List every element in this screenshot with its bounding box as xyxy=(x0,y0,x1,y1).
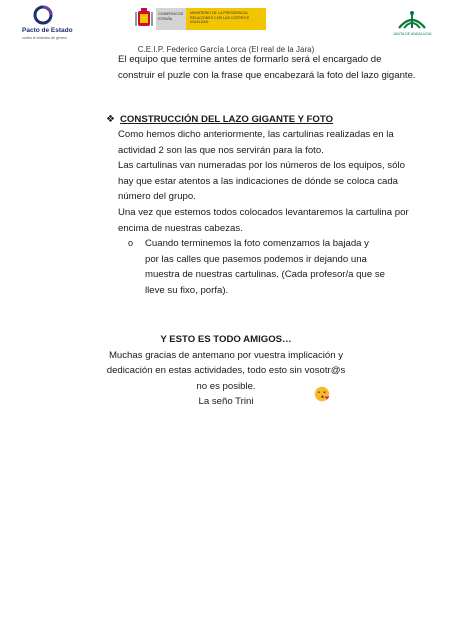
section-body xyxy=(118,127,418,236)
pacto-logo-sub: contra la violencia de género xyxy=(22,36,67,40)
pacto-ring-icon xyxy=(32,4,54,26)
section-title: CONSTRUCCIÓN DEL LAZO GIGANTE Y FOTO xyxy=(120,114,334,125)
signature: La seño Trini xyxy=(198,396,254,408)
closing-text: Muchas gracias de antemano por vuestra implicación y dedicación en estas actividades, todo esto sin vosotr@s no es posible. xyxy=(106,349,346,392)
ministerio-label: MINISTERIO DE LA PRESIDENCIA, RELACIONES CON LAS CORTES E IGUALDAD xyxy=(190,11,250,24)
circle-bullet-icon: o xyxy=(128,238,134,248)
page-header xyxy=(0,0,452,60)
spain-coat-of-arms-icon xyxy=(135,6,153,30)
pacto-logo-name: Pacto de Estado xyxy=(22,27,73,34)
junta-label: JUNTA DE ANDALUCIA xyxy=(393,32,432,36)
junta-emblem-icon xyxy=(395,8,429,32)
school-name: C.E.I.P. Federico García Lorca (El real de la Jara) xyxy=(137,45,315,54)
section-paragraph: Como hemos dicho anteriormente, las cartulinas realizadas en la actividad 2 son las que nos servirán para la foto. xyxy=(118,129,394,156)
diamond-bullet-icon: ❖ xyxy=(106,114,115,125)
gobierno-label: GOBIERNO DE ESPAÑA xyxy=(158,12,184,21)
section-paragraph: Las cartulinas van numeradas por los números de los equipos, sólo hay que estar atentos a las indicaciones de dónde se coloca cada número del grupo. xyxy=(118,160,405,203)
kiss-face-icon xyxy=(314,386,330,402)
intro-paragraph: El equipo que termine antes de formarlo será el encargado de construir el puzle con la frase que encabezará la foto del lazo gigante. xyxy=(118,54,416,81)
pacto-de-estado-logo xyxy=(22,4,73,44)
junta-andalucia-logo xyxy=(393,8,432,38)
closing-block xyxy=(0,332,452,410)
section-paragraph: Una vez que estemos todos colocados levantaremos la cartulina por encima de nuestras cabezas. xyxy=(118,206,409,234)
closing-heading: Y ESTO ES TODO AMIGOS… xyxy=(160,334,292,345)
gobierno-espana-logo xyxy=(135,6,270,32)
sub-item-text: Cuando terminemos la foto comenzamos la bajada y por las calles que pasemos podemos ir dejando una muestra de nuestras cartulinas. (Cada profesor/a que se lleve su fixo, porfa). xyxy=(145,238,385,296)
gobierno-banner xyxy=(156,8,266,30)
